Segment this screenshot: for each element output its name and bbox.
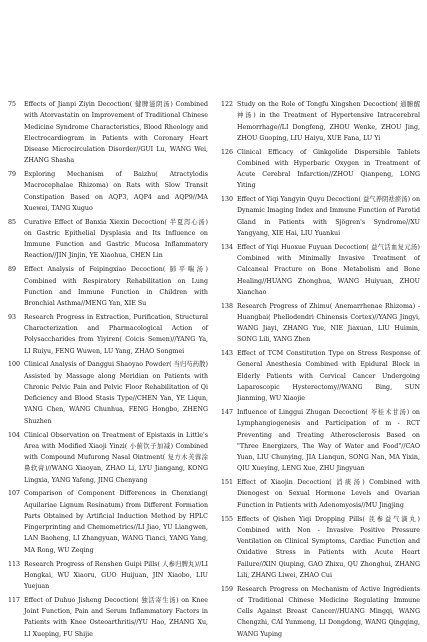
entry-title: Effect of Yiqi Yangyin Quyu Decoction( 益气养阴祛瘀汤) on Dynamic Imaging Index and Immune Function of Parotid Gland in Patients with Sjögren's Syndrome//XU Yangyang, XIE Hai, LIU Yuankui	[237, 196, 420, 237]
toc-entry	[221, 194, 420, 239]
toc-entry	[8, 99, 208, 167]
entry-page-number: 85	[8, 218, 17, 226]
toc-entry	[8, 217, 208, 262]
toc-entry	[8, 595, 208, 640]
toc-entry	[221, 348, 420, 404]
entry-title: Exploring Mechanism of Baizhu( Atractylodis Macrocephalae Rhizoma) on Rats with Slow Transit Constipation Based on AQP3, AQP4 and AQP9//MA Xuewei, TANG Xuguo	[24, 171, 208, 212]
toc-entry	[221, 147, 420, 192]
toc-entry	[221, 477, 420, 511]
entry-page-number: 89	[8, 266, 17, 274]
toc-entry	[221, 407, 420, 475]
entry-title: Research Progress of Zhimu( Anemarrhenae Rhizoma) - Huangbai( Phellodendri Chinensis Cortex)//YANG Jingyi, WANG Jiayi, ZHANG Yue, NIE Jiaxuan, LIU Huimin, SONG Lili, YANG Zhen	[237, 302, 420, 344]
entry-page-number: 155	[221, 515, 234, 523]
entry-page-number: 143	[221, 350, 234, 358]
toc-entry	[221, 242, 420, 298]
toc-entry	[221, 99, 420, 144]
toc-entry	[221, 301, 420, 346]
entry-page-number: 93	[8, 313, 17, 321]
entry-page-number: 138	[221, 302, 234, 310]
entry-title: Research Progress in Extraction, Purification, Structural Characterization and Pharmacological Action of Polysaccharides from Yiyiren( Coicis Semen)//YANG Ya, LI Ruiyu, FENG Wuwen, LU Yang, ZHAO Songmei	[24, 313, 208, 355]
toc-column-left	[8, 99, 208, 642]
entry-page-number: 75	[8, 101, 17, 108]
toc-entry	[221, 514, 420, 582]
entry-title: Clinical Efficacy of Ginkgolide Dispersible Tablets Combined with Hyperbaric Oxygen in Treatment of Acute Cerebral Infarction//ZHOU Qianpeng, LONG Yiting	[237, 148, 420, 190]
entry-page-number: 107	[8, 490, 21, 498]
entry-page-number: 126	[221, 148, 234, 156]
entry-page-number: 113	[8, 560, 21, 568]
toc-entry	[8, 359, 208, 427]
toc-entry	[8, 559, 208, 593]
entry-page-number: 117	[8, 596, 21, 604]
entry-title: Effects of Jianpi Ziyin Decoction( 健脾滋阴汤) Combined with Atorvastatin on Improvement of Traditional Chinese Medicine Syndrome Characteristics, Blood Rheology and Electrocardiogram in Patients with Coronary Heart Disease Microcirculation Disorder//GUI Lu, WANG Wei, ZHANG Shasha	[24, 101, 208, 165]
toc-entry	[8, 312, 208, 357]
entry-page-number: 100	[8, 361, 21, 369]
toc-entry	[8, 488, 208, 556]
entry-title: Curative Effect of Banxia Xiexin Decoction( 半夏泻心汤) on Gastric Epithelial Dysplasia and Its Influence on Immune Function and Gastric Mucosa Inflammatory Reaction//JIN Jinjin, YE Xiaohua, CHEN Lin	[24, 218, 208, 260]
entry-title: Research Progress of Renshen Guipi Pills( 人参归脾丸)//LI Hongkai, WU Xiaoru, GUO Huijuan, JIN Xiaobo, LIU Yuejuan	[24, 560, 208, 590]
entry-page-number: 134	[221, 243, 234, 251]
entry-title: Clinical Analysis of Danggui Shaoyao Powder( 当归芍药散) Assisted by Massage along Meridian on Patients with Chronic Pelvic Pain and Pelvic Floor Rehabilitation of Qi Deficiency and Blood Stasis Type//CHEN Yan, YE Liqun, YANG Chen, WANG Chunhua, FENG Hongbo, ZHENG Shuzhen	[24, 361, 208, 425]
entry-page-number: 122	[221, 101, 234, 108]
entry-title: Influence of Linggui Zhugan Decoction( 苓桂术甘汤) on Lymphangiogenesis and Participation of m - RCT Preventing and Treating Atherosclerosis Based on "Three Energizers, The Way of Water and Food"//CAO Yuan, LIU Chunying, JIA Lianqun, SONG Nan, MA Yixin, QIU Xueying, LENG Xue, ZHU Jingyuan	[237, 409, 420, 473]
toc-entry	[8, 430, 208, 486]
entry-page-number: 151	[221, 479, 234, 487]
toc-entry	[221, 584, 420, 640]
entry-title: Effect of Yiqi Huoxue Fuyuan Decoction( 益气活血复元汤) Combined with Minimally Invasive Treatment of Calcaneal Fracture on Bone Metabolism and Bone Healing//HUANG Zhonghua, WANG Huiyuan, ZHOU Xianchao	[237, 243, 420, 296]
toc-column-right	[221, 99, 420, 642]
entry-page-number: 79	[8, 171, 17, 179]
entry-title: Effects of Qishen Yiqi Dropping Pills( 芪参益气滴丸) Combined with Non - Invasive Positive Pressure Ventilation on Clinical Symptoms, Cardiac Function and Oxidative Stress in Patients with Acute Heart Failure//XIN Qiuping, GAO Zhixu, QU Zhonghui, ZHANG Lili, ZHANG Liwei, ZHAO Cui	[237, 515, 420, 579]
entry-page-number: 159	[221, 585, 234, 593]
toc-entry	[8, 264, 208, 309]
entry-page-number: 147	[221, 409, 234, 417]
entry-title: Effect Analysis of Feipingxiao Decoction( 肺平喘汤) Combined with Respiratory Rehabilitation on Lung Function and Immune Function in Children with Bronchial Asthma//MENG Yan, XIE Su	[24, 266, 208, 308]
entry-title: Effect of Duhuo Jisheng Decoction( 独活寄生汤) on Knee Joint Function, Pain and Serum Inflammatory Factors in Patients with Knee Osteoarthritis//YU Hao, ZHANG Xu, LI Xueping, FU Shijie	[24, 596, 208, 638]
entry-title: Research Progress on Mechanism of Active Ingredients of Traditional Chinese Medicine Regulating Immune Cells Against Breast Cancer//HUANG Mingqi, WANG Chengzhi, CAI Yunmeng, LI Dongdong, WANG Qingqing, WANG Yuping	[237, 585, 420, 638]
toc-entry	[8, 169, 208, 214]
entry-title: Effect of TCM Constitution Type on Stress Response of General Anesthesia Combined with Epidural Block in Elderly Patients with Cervical Cancer Undergoing Laparoscopic Hysterectomy//WANG Bing, SUN Jianming, WU Xiaojie	[237, 350, 420, 403]
entry-title: Study on the Role of Tongfu Xingshen Decoction( 通腑醒神汤) in the Treatment of Hypertensive Intracerebral Hemorrhage//LI Dongfeng, ZHOU Wenke, ZHOU Jing, ZHOU Guoping, LIU Haiyu, XUE Fana, LU Yi	[237, 101, 420, 142]
entry-page-number: 130	[221, 196, 234, 204]
entry-page-number: 104	[8, 431, 21, 439]
entry-title: Comparison of Component Differences in Chenxiang( Aquilariae Lignum Resinatum) from Different Formation Parts Obtained by Artificial Induction Method by HPLC Fingerprinting and Chemometrics//LI Jiao, YU Liangwen, LAN Baoheng, LI Zhangyuan, WANG Tianci, YANG Yang, MA Rong, WU Zeqing	[24, 490, 208, 554]
entry-title: Effect of Xiaojin Decoction( 消痰汤) Combined with Dienogest on Sexual Hormone Levels and Ovarian Function in Patients with Adenomyosis//MU Jingjing	[237, 479, 420, 509]
entry-title: Clinical Observation on Treatment of Epistaxis in Little's Area with Modified Xiaoji Yinzi( 小蓟饮子加减) Combined with Compound Mufurong Nasal Ointment( 复方木芙蓉涂鼻软膏)//WANG Xiaoyan, ZHAO Li, LYU Jiangang, KONG Lingxia, YANG Yafeng, JING Chenyang	[24, 431, 208, 484]
